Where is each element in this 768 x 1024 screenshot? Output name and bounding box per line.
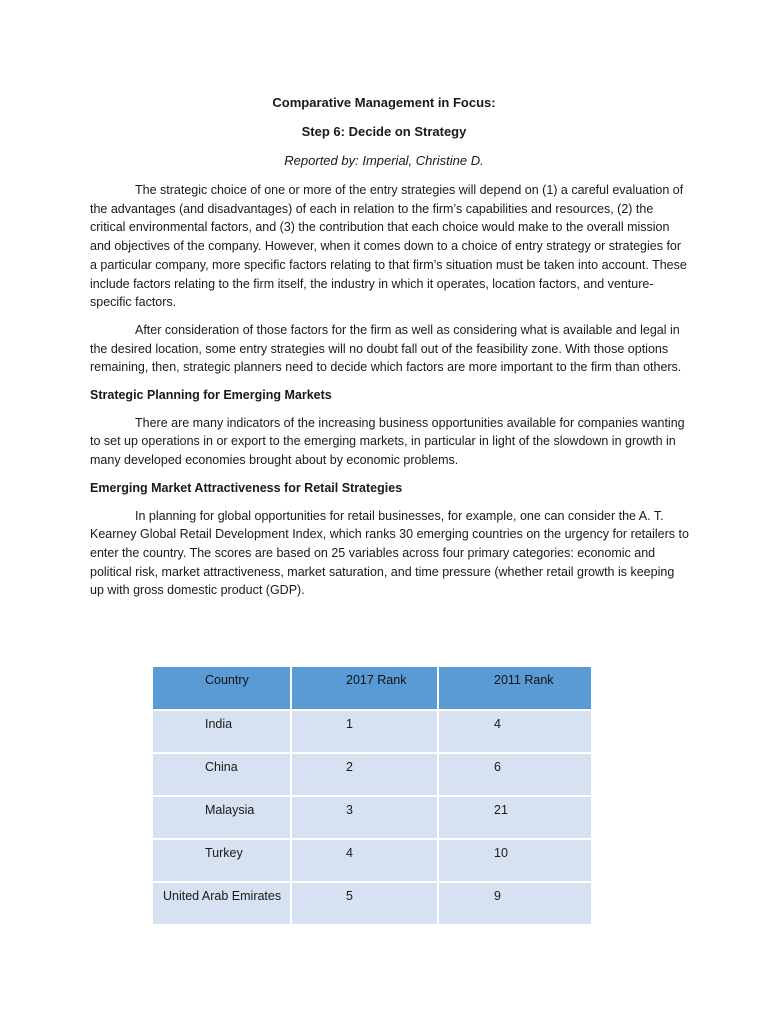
document-body xyxy=(90,181,690,609)
rank-2011-cell: 9 xyxy=(439,883,593,926)
body-paragraph: There are many indicators of the increasing business opportunities available for companies wanting to set up operations in or export to the emerging markets, in particular in light of the slowdown in growth in many developed economies brought about by economic problems. xyxy=(90,415,685,468)
column-header-2011-rank: 2011 Rank xyxy=(439,667,593,711)
country-cell: India xyxy=(153,711,292,754)
rank-2011-cell: 4 xyxy=(439,711,593,754)
document-byline: Reported by: Imperial, Christine D. xyxy=(284,153,484,168)
table-row xyxy=(153,840,593,883)
table-header-row xyxy=(153,667,593,711)
rank-2011-cell: 21 xyxy=(439,797,593,840)
table-row xyxy=(153,797,593,840)
country-cell: Malaysia xyxy=(153,797,292,840)
rank-2011-cell: 6 xyxy=(439,754,593,797)
table-row xyxy=(153,883,593,926)
table-row xyxy=(153,711,593,754)
section-heading: Emerging Market Attractiveness for Retail Strategies xyxy=(90,480,403,495)
document-title: Comparative Management in Focus: xyxy=(272,95,496,110)
body-paragraph: In planning for global opportunities for retail businesses, for example, one can consider the A. T. Kearney Global Retail Development Index, which ranks 30 emerging countries on the urgency for retailers to enter the country. The scores are based on 25 variables across four primary categories: economic and political risk, market attractiveness, market saturation, and time pressure (whether retail growth is keeping up with gross domestic product (GDP). xyxy=(90,508,689,598)
column-header-country: Country xyxy=(153,667,292,711)
table-row xyxy=(153,754,593,797)
retail-rank-table xyxy=(153,667,593,926)
rank-2017-cell: 2 xyxy=(292,754,439,797)
rank-2011-cell: 10 xyxy=(439,840,593,883)
rank-2017-cell: 4 xyxy=(292,840,439,883)
rank-2017-cell: 3 xyxy=(292,797,439,840)
country-cell: Turkey xyxy=(153,840,292,883)
body-paragraph: After consideration of those factors for the firm as well as considering what is available and legal in the desired location, some entry strategies will no doubt fall out of the feasibility zone. With those options remaining, then, strategic planners need to decide which factors are more important to the firm than others. xyxy=(90,322,682,375)
country-cell: China xyxy=(153,754,292,797)
body-paragraph: The strategic choice of one or more of the entry strategies will depend on (1) a careful evaluation of the advantages (and disadvantages) of each in relation to the firm’s capabilities and resources, (2) the critical environmental factors, and (3) the contribution that each choice would make to the overall mission and objectives of the company. However, when it comes down to a choice of entry strategy or strategies for a particular company, more specific factors relating to that firm’s situation must be taken into account. These include factors relating to the firm itself, the industry in which it operates, location factors, and venture-specific factors. xyxy=(90,183,687,310)
rank-2017-cell: 5 xyxy=(292,883,439,926)
column-header-2017-rank: 2017 Rank xyxy=(292,667,439,711)
section-heading: Strategic Planning for Emerging Markets xyxy=(90,388,332,403)
country-cell: United Arab Emirates xyxy=(153,883,292,926)
rank-2017-cell: 1 xyxy=(292,711,439,754)
document-subtitle: Step 6: Decide on Strategy xyxy=(301,124,467,139)
